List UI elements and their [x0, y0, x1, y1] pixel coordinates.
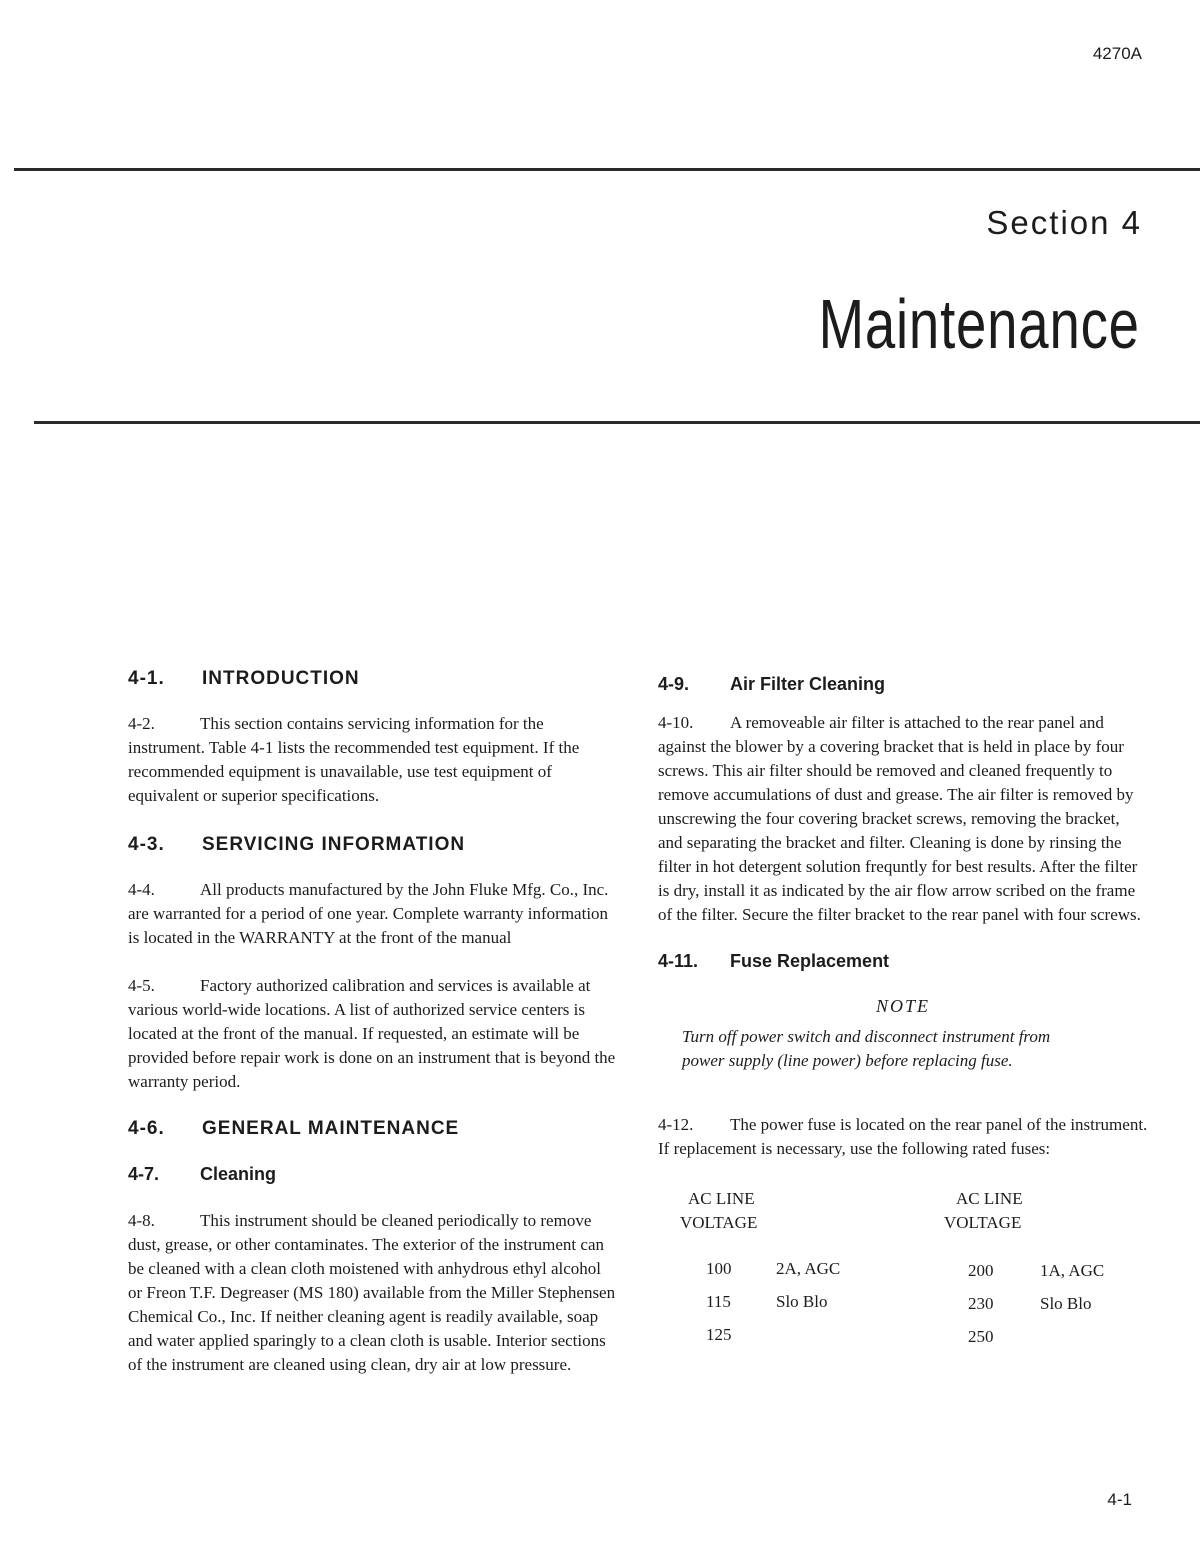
fuse-group-right [944, 1187, 1144, 1360]
section-number: Section 4 [986, 204, 1142, 241]
section-title: Maintenance [818, 285, 1140, 363]
page-number: 4-1 [1107, 1490, 1132, 1509]
paragraph-4-5: 4-5. Factory authorized calibration and services is available at various world-wide locations. A list of authorized service centers is located at the front of the manual. If requested, an estimate will be provided before repair work is done on an instrument that is beyond the warranty period. [128, 976, 616, 1091]
fuse-rows-right [968, 1261, 1104, 1360]
paragraph-4-10: 4-10. A removeable air filter is attached to the rear panel and against the blower by a covering bracket that is held in place by four screws. This air filter should be removed and cleaned frequently to remove accumulations of dust and grease. The air filter is removed by unscrewing the four covering bracket screws, removing the bracket, and separating the bracket and filter. Cleaning is done by rinsing the filter in hot detergent solution frequntly for best results. After the filter is dry, install it as indicated by the air flow arrow scribed on the frame of the filter. Secure the filter bracket to the rear panel with four screws. [658, 713, 1141, 924]
fuse-group-left [680, 1187, 944, 1360]
heading-servicing-information: 4-3. SERVICING INFORMATION [128, 834, 466, 855]
left-column [128, 668, 618, 1377]
voltage-250: 250 [968, 1327, 994, 1346]
heading-air-filter-cleaning: 4-9. Air Filter Cleaning [658, 674, 886, 694]
voltage-125: 125 [706, 1325, 732, 1344]
fuse-type-right: Slo Blo [1040, 1294, 1092, 1313]
right-column [658, 668, 1148, 1360]
heading-fuse-replacement: 4-11. Fuse Replacement [658, 951, 890, 971]
fuse-rating-left: 2A, AGC [776, 1259, 841, 1278]
note-title: NOTE [875, 996, 930, 1016]
fuse-rows-left [706, 1259, 840, 1358]
model-number: 4270A [1092, 44, 1142, 63]
voltage-100: 100 [706, 1259, 732, 1278]
paragraph-4-8: 4-8. This instrument should be cleaned periodically to remove dust, grease, or other contaminates. The exterior of the instrument can be cleaned with a clean cloth moistened with anhydrous ethyl alcohol or Freon T.F. Degreaser (MS 180) available from the Miller Stephensen Chemical Co., Inc. If neither cleaning agent is readily available, soap and water applied sparingly to a clean cloth is usable. Interior sections of the instrument are cleaned using clean, dry air at low pressure. [128, 1211, 616, 1374]
voltage-230: 230 [968, 1294, 994, 1313]
note-text: Turn off power switch and disconnect instrument from power supply (line power) before replacing fuse. [682, 1027, 1051, 1070]
top-divider [14, 168, 1200, 171]
bottom-divider [34, 421, 1200, 424]
paragraph-4-4: 4-4. All products manufactured by the John Fluke Mfg. Co., Inc. are warranted for a period of one year. Complete warranty information is located in the WARRANTY at the front of the manual [128, 880, 609, 947]
heading-introduction: 4-1. INTRODUCTION [128, 668, 360, 689]
fuse-header-left: AC LINE VOLTAGE [680, 1189, 758, 1232]
voltage-200: 200 [968, 1261, 994, 1280]
fuse-table [658, 1187, 1148, 1360]
voltage-115: 115 [706, 1292, 731, 1311]
paragraph-4-2: 4-2. This section contains servicing information for the instrument. Table 4-1 lists the recommended test equipment. If the recommended equipment is unavailable, use test equipment of equivalent or superior specifications. [128, 714, 580, 805]
heading-general-maintenance: 4-6. GENERAL MAINTENANCE [128, 1118, 460, 1139]
fuse-type-left: Slo Blo [776, 1292, 828, 1311]
note-box [658, 996, 1148, 1073]
paragraph-4-12: 4-12. The power fuse is located on the rear panel of the instrument. If replacement is necessary, use the following rated fuses: [658, 1115, 1148, 1158]
fuse-rating-right: 1A, AGC [1040, 1261, 1105, 1280]
fuse-header-right: AC LINE VOLTAGE [944, 1189, 1023, 1232]
heading-cleaning: 4-7. Cleaning [128, 1164, 277, 1184]
